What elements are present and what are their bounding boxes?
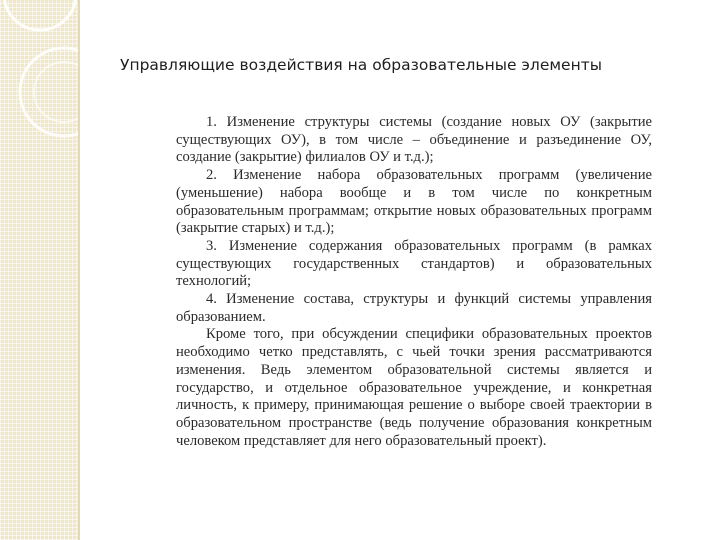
decorative-circles (0, 0, 78, 540)
paragraph-5: Кроме того, при обсуждении специфики образовательных проектов необходимо четко представлять, с чьей точки зрения рассматриваются изменения. Ведь элементом образовательной системы является и государство, и отдельное образовательное учреждение, и конкретная личность, к примеру, принимающая решение о выборе своей траектории в образовательном пространстве (ведь получение образования конкретным человеком представляет для него образовательный проект). (176, 326, 652, 449)
paragraph-4: 4. Изменение состава, структуры и функций системы управления образованием. (176, 291, 652, 325)
paragraph-1: 1. Изменение структуры системы (создание новых ОУ (закрытие существующих ОУ), в том числе – объединение и разъединение ОУ, создание (закрытие) филиалов ОУ и т.д.); (176, 114, 652, 166)
paragraph-3: 3. Изменение содержания образовательных программ (в рамках существующих государственных стандартов) и образовательных технологий; (176, 237, 652, 290)
slide-title: Управляющие воздействия на образовательные элементы (120, 56, 602, 74)
paragraph-2: 2. Изменение набора образовательных программ (увеличение (уменьшение) набора вообще и в том числе по конкретным образовательным программам; открытие новых образовательных программ (закрытие старых) и т.д.); (176, 167, 652, 237)
decorative-side-band (0, 0, 78, 540)
document-body (176, 114, 652, 450)
band-divider (78, 0, 80, 540)
